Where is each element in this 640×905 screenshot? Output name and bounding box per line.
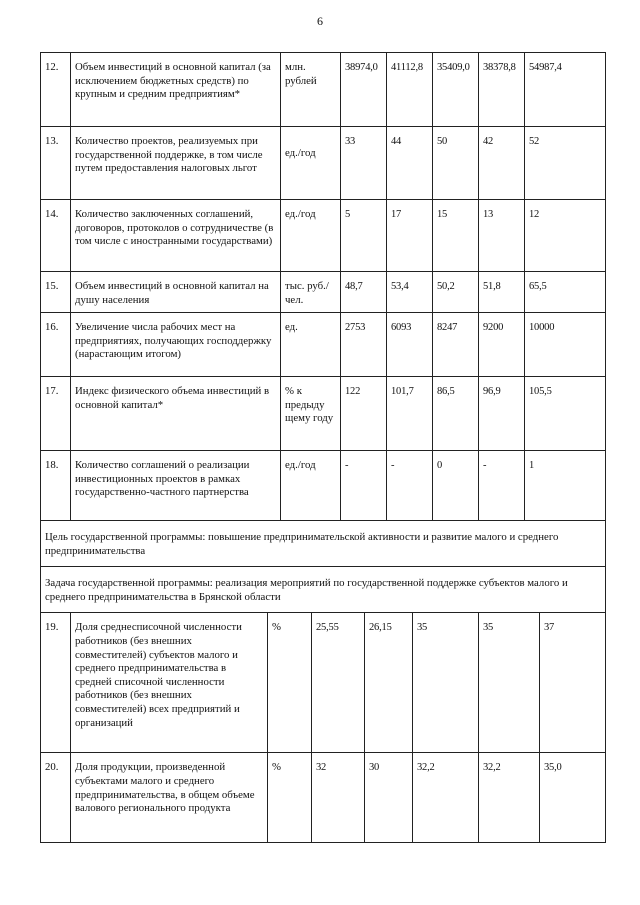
table-row <box>41 53 606 127</box>
value-cell: 0 <box>433 451 479 521</box>
row-number: 20. <box>41 753 71 843</box>
unit: ед./год <box>281 127 341 200</box>
unit: % <box>268 753 312 843</box>
unit: тыс. руб./чел. <box>281 272 341 313</box>
value-cell: 122 <box>341 377 387 451</box>
value-cell: 51,8 <box>479 272 525 313</box>
value-cell: 44 <box>387 127 433 200</box>
value-cell: 10000 <box>525 313 606 377</box>
table-row <box>41 451 606 521</box>
indicator-name: Количество соглашений о реализации инвестиционных проектов в рамках государственно-частного партнерства <box>71 451 281 521</box>
table-row <box>41 613 606 753</box>
value-cell: 52 <box>525 127 606 200</box>
value-cell: 42 <box>479 127 525 200</box>
value-cell: 30 <box>365 753 413 843</box>
value-cell: 5 <box>341 200 387 272</box>
program-goal: Цель государственной программы: повышение предпринимательской активности и развитие малого и среднего предпринимательства <box>41 521 606 567</box>
value-cell: 13 <box>479 200 525 272</box>
table-row <box>41 200 606 272</box>
value-cell: - <box>341 451 387 521</box>
value-cell: 54987,4 <box>525 53 606 127</box>
table-row <box>41 753 606 843</box>
table-row <box>41 127 606 200</box>
value-cell: 35409,0 <box>433 53 479 127</box>
indicator-name: Количество проектов, реализуемых при государственной поддержке, в том числе путем предоставления налоговых льгот <box>71 127 281 200</box>
value-cell: 15 <box>433 200 479 272</box>
table-row <box>41 313 606 377</box>
value-cell: 8247 <box>433 313 479 377</box>
row-number: 15. <box>41 272 71 313</box>
value-cell: 35 <box>479 613 540 753</box>
value-cell: 33 <box>341 127 387 200</box>
value-cell: 37 <box>540 613 606 753</box>
row-number: 12. <box>41 53 71 127</box>
value-cell: 48,7 <box>341 272 387 313</box>
value-cell: 65,5 <box>525 272 606 313</box>
value-cell: 50,2 <box>433 272 479 313</box>
row-number: 17. <box>41 377 71 451</box>
unit: ед./год <box>281 451 341 521</box>
unit: ед./год <box>281 200 341 272</box>
value-cell: - <box>479 451 525 521</box>
value-cell: 105,5 <box>525 377 606 451</box>
program-goal-row <box>41 521 606 567</box>
value-cell: 101,7 <box>387 377 433 451</box>
value-cell: 50 <box>433 127 479 200</box>
value-cell: 9200 <box>479 313 525 377</box>
row-number: 18. <box>41 451 71 521</box>
value-cell: 26,15 <box>365 613 413 753</box>
value-cell: 32,2 <box>413 753 479 843</box>
value-cell: 17 <box>387 200 433 272</box>
value-cell: 6093 <box>387 313 433 377</box>
value-cell: 32 <box>312 753 365 843</box>
row-number: 19. <box>41 613 71 753</box>
value-cell: 1 <box>525 451 606 521</box>
unit: % к предыду щему году <box>281 377 341 451</box>
unit: млн. рублей <box>281 53 341 127</box>
value-cell: 35,0 <box>540 753 606 843</box>
indicators-table <box>40 52 605 843</box>
indicator-name: Объем инвестиций в основной капитал (за исключением бюджетных средств) по крупным и средним предприятиям* <box>71 53 281 127</box>
unit: ед. <box>281 313 341 377</box>
value-cell: 96,9 <box>479 377 525 451</box>
value-cell: 25,55 <box>312 613 365 753</box>
value-cell: 12 <box>525 200 606 272</box>
value-cell: 86,5 <box>433 377 479 451</box>
indicator-name: Увеличение числа рабочих мест на предприятиях, получающих господдержку (нарастающим итогом) <box>71 313 281 377</box>
unit: % <box>268 613 312 753</box>
table-row <box>41 377 606 451</box>
value-cell: 53,4 <box>387 272 433 313</box>
value-cell: 38974,0 <box>341 53 387 127</box>
value-cell: 35 <box>413 613 479 753</box>
table-row <box>41 272 606 313</box>
program-task-row <box>41 567 606 613</box>
value-cell: - <box>387 451 433 521</box>
indicator-name: Объем инвестиций в основной капитал на душу населения <box>71 272 281 313</box>
value-cell: 41112,8 <box>387 53 433 127</box>
indicator-name: Индекс физического объема инвестиций в основной капитал* <box>71 377 281 451</box>
program-task: Задача государственной программы: реализация мероприятий по государственной поддержке субъектов малого и среднего предпринимательства в Брянской области <box>41 567 606 613</box>
value-cell: 32,2 <box>479 753 540 843</box>
indicator-name: Доля среднесписочной численности работников (без внешних совместителей) субъектов малого и среднего предпринимательства в средней списочной численности работников (без внешних совместителей) всех предприятий и организаций <box>71 613 268 753</box>
row-number: 14. <box>41 200 71 272</box>
row-number: 16. <box>41 313 71 377</box>
page-number: 6 <box>317 14 323 28</box>
indicator-name: Доля продукции, произведенной субъектами малого и среднего предпринимательства, в общем объеме валового регионального продукта <box>71 753 268 843</box>
value-cell: 2753 <box>341 313 387 377</box>
row-number: 13. <box>41 127 71 200</box>
indicator-name: Количество заключенных соглашений, договоров, протоколов о сотрудничестве (в том числе с иностранными государствами) <box>71 200 281 272</box>
value-cell: 38378,8 <box>479 53 525 127</box>
